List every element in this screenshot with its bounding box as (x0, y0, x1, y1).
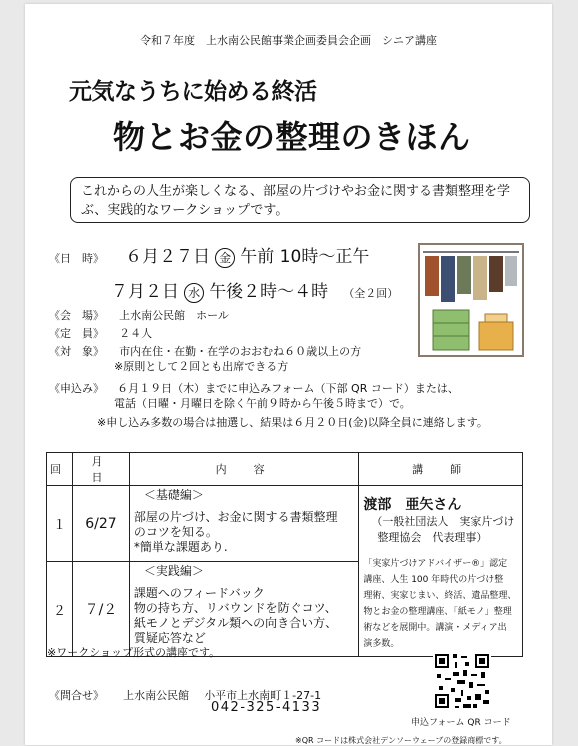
contact-address: 小平市上水南町１-27-1 (204, 689, 322, 702)
title-line-2: 物とお金の整理のきほん (113, 118, 471, 156)
date-row-2 (111, 277, 398, 303)
weekday-1: 金 (215, 248, 235, 268)
bio-line: 講座、人生 100 年時代の片づけ整 (363, 575, 504, 585)
apply-note: ※申し込み多数の場合は抽選し、結果は６月２０日(金)以降全員に連絡します。 (97, 416, 488, 429)
contact-name: 上水南公民館 (123, 689, 190, 702)
row-date: 6/27 (72, 486, 129, 562)
row-no: １ (47, 486, 73, 562)
schedule-table (46, 452, 523, 657)
bio-line: 理術、実家じまい、終活、遺品整理、 (363, 591, 517, 601)
row-content (129, 562, 358, 657)
qr-caption: 申込フォーム QR コード (411, 718, 511, 728)
capacity-label: 《定 員》 (49, 327, 104, 340)
bio-line: 演多数。 (363, 639, 400, 649)
row-no: ２ (47, 562, 73, 657)
capacity: ２４人 (119, 327, 153, 340)
date-2: ７月２日 (111, 282, 179, 302)
row-content (129, 486, 358, 562)
apply-line-2: 電話（日曜・月曜日を除く午前９時から午後５時まで）で。 (114, 397, 411, 410)
table-row (47, 486, 523, 562)
instructor-name: 渡部 亜矢さん (363, 497, 462, 513)
content-line: のコツを知る。 (133, 525, 218, 539)
date-label: 《日 時》 (49, 252, 104, 265)
weekday-2: 水 (184, 283, 204, 303)
description-box: これからの人生が楽しくなる、部屋の片づけやお金に関する書類整理を学ぶ、実践的なワークショップです。 (70, 177, 530, 223)
content-line: 質疑応答など (133, 631, 206, 645)
header-content: 内 容 (129, 453, 358, 486)
instructor-bio (363, 556, 518, 652)
bio-line: 「実家片づけアドバイザー®」認定 (363, 559, 508, 569)
target-label: 《対 象》 (49, 345, 104, 358)
apply-row (49, 377, 459, 396)
capacity-row (49, 322, 152, 341)
qr-code-icon[interactable] (433, 652, 491, 710)
section-title: ＜基礎編＞ (143, 488, 204, 502)
instructor-org-1: （一般社団法人 実家片づけ (371, 515, 515, 528)
header-no: 回 (47, 453, 73, 486)
venue-row (49, 304, 229, 323)
instructor-cell (359, 486, 523, 657)
venue: 上水南公民館 ホール (119, 309, 229, 322)
bio-line: 術などを展開中。講演・メディア出 (363, 623, 507, 633)
contact-label: 《問合せ》 (49, 689, 104, 702)
header-instructor: 講 師 (359, 453, 523, 486)
venue-label: 《会 場》 (49, 309, 104, 322)
qr-trademark-note: ※QR コードは株式会社デンソーウェーブの登録商標です。 (295, 736, 507, 745)
time-1: 午前 10時～正午 (240, 247, 370, 267)
time-2: 午後２時～４時 (209, 282, 329, 302)
target: 市内在住・在勤・在学のおおむね６０歳以上の方 (119, 345, 362, 358)
closet-illustration (417, 240, 525, 358)
date-1: ６月２７日 (125, 247, 211, 267)
date-row-1 (49, 242, 369, 268)
apply-label: 《申込み》 (49, 382, 104, 395)
target-note: ※原則として２回とも出席できる方 (114, 360, 289, 373)
target-row (49, 340, 361, 359)
contact-phone: 042-325-4133 (211, 700, 322, 715)
content-line: 紙モノとデジタル類への向き合い方、 (133, 616, 338, 630)
row-date: ７/２ (72, 562, 129, 657)
title-line-1: 元気なうちに始める終活 (69, 79, 317, 105)
content-line: 部屋の片づけ、お金に関する書類整理 (133, 510, 338, 524)
instructor-org-2: 整理協会 代表理事） (377, 531, 488, 544)
section-title: ＜実践編＞ (143, 564, 204, 578)
apply-line-1: ６月１９日（木）までに申込みフォーム（下部 QR コード）または、 (117, 382, 459, 395)
content-line: 物の持ち方、リバウンドを防ぐコツ、 (133, 601, 337, 615)
workshop-note: ※ワークショップ形式の講座です。 (47, 646, 221, 659)
bio-line: 物とお金の整理講座、「紙モノ」整理 (363, 607, 512, 617)
sessions-note: （全２回） (343, 287, 399, 300)
flyer-page (25, 4, 552, 745)
event-subtitle: 令和７年度 上水南公民館事業企画委員会企画 シニア講座 (140, 34, 437, 47)
content-line: 課題へのフィードバック (133, 586, 265, 600)
header-date: 月 日 (72, 453, 129, 486)
content-line: *簡単な課題あり. (133, 540, 228, 554)
